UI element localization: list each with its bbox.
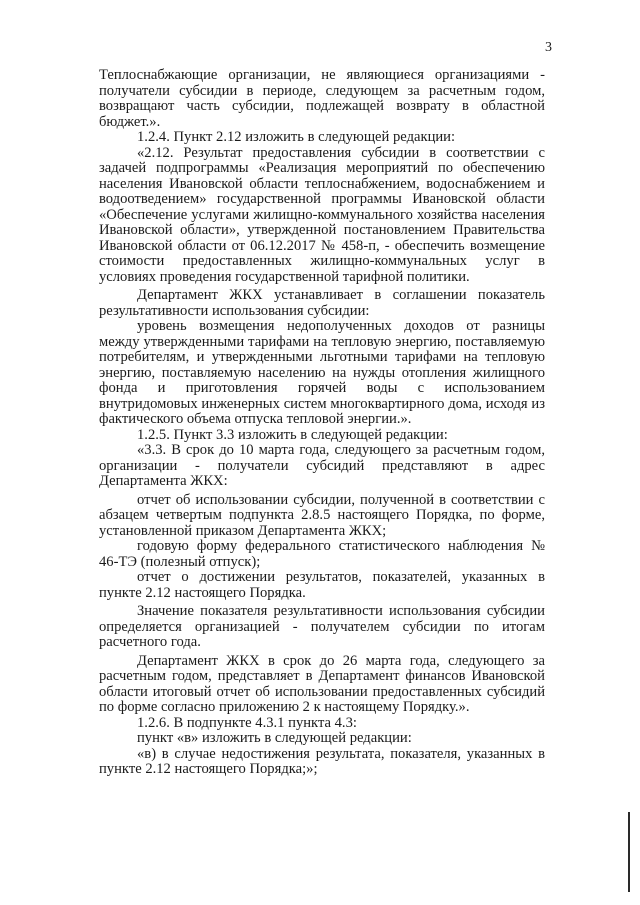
paragraph-heat-supply-orgs: Теплоснабжающие организации, не являющиеся организациями - получатели субсидии в периоде, следующем за расчетным годом, возвращают часть субсидии, подлежащей возврату в областной бюджет.». — [99, 67, 545, 130]
paragraph-results-report: отчет о достижении результатов, показателей, указанных в пункте 2.12 настоящего Порядка. — [99, 569, 545, 601]
document-body — [99, 68, 545, 778]
paragraph-final-report: Департамент ЖКХ в срок до 26 марта года, следующего за расчетным годом, представляет в Департамент финансов Ивановской области итоговый отчет об использовании предоставленных субсидий по форме согласно приложению 2 к настоящему Порядку.». — [99, 652, 545, 715]
page-number: 3 — [545, 40, 552, 55]
paragraph-clause-3-3: «3.3. В срок до 10 марта года, следующего за расчетным годом, организации - получатели субсидий представляют в адрес Департамента ЖКХ: — [99, 442, 545, 489]
paragraph-compensation-level: уровень возмещения недополученных доходов от разницы между утвержденными тарифами на тепловую энергию, поставляемую потребителям, и утвержденными льготными тарифами на тепловую энергию, поставляемую населению на нужды отопления жилищного фонда и приготовления горячей воды с использованием внутридомовых инженерных систем многоквартирного дома, исходя из фактического объема отпуска тепловой энергии.». — [99, 318, 545, 427]
paragraph-clause-1-2-6: 1.2.6. В подпункте 4.3.1 пункта 4.3: — [137, 714, 357, 731]
paragraph-clause-1-2-4: 1.2.4. Пункт 2.12 изложить в следующей редакции: — [137, 129, 456, 145]
paragraph-subsidy-report: отчет об использовании субсидии, полученной в соответствии с абзацем четвертым подпункта 2.8.5 настоящего Порядка, по форме, установленной приказом Департамента ЖКХ; — [99, 491, 545, 539]
paragraph-clause-1-2-5: 1.2.5. Пункт 3.3 изложить в следующей редакции: — [137, 426, 448, 443]
paragraph-annual-form: годовую форму федерального статистического наблюдения № 46-ТЭ (полезный отпуск); — [99, 538, 545, 570]
paragraph-clause-2-12: «2.12. Результат предоставления субсидии в соответствии с задачей подпрограммы «Реализация мероприятий по обеспечению населения Ивановской области теплоснабжением, водоснабжением и водоотведением» государственной программы Ивановской области «Обеспечение услугами жилищно-коммунального хозяйства населения Ивановской области», утвержденной постановлением Правительства Ивановской области от 06.12.2017 № 458-п, - обеспечить возмещение стоимости предоставленных жилищно-коммунальных услуг в условиях проведения государственной тарифной политики. — [99, 144, 545, 285]
paragraph-item-v: пункт «в» изложить в следующей редакции: — [137, 730, 412, 746]
paragraph-item-v-text: «в) в случае недостижения результата, показателя, указанных в пункте 2.12 настоящего Порядка;»; — [99, 745, 545, 777]
scan-edge-line — [628, 812, 630, 892]
paragraph-indicator-value: Значение показателя результативности использования субсидии определяется организацией - получателем субсидии по итогам расчетного года. — [99, 603, 545, 650]
paragraph-department-indicator: Департамент ЖКХ устанавливает в соглашении показатель результативности использования субсидии: — [99, 287, 545, 319]
